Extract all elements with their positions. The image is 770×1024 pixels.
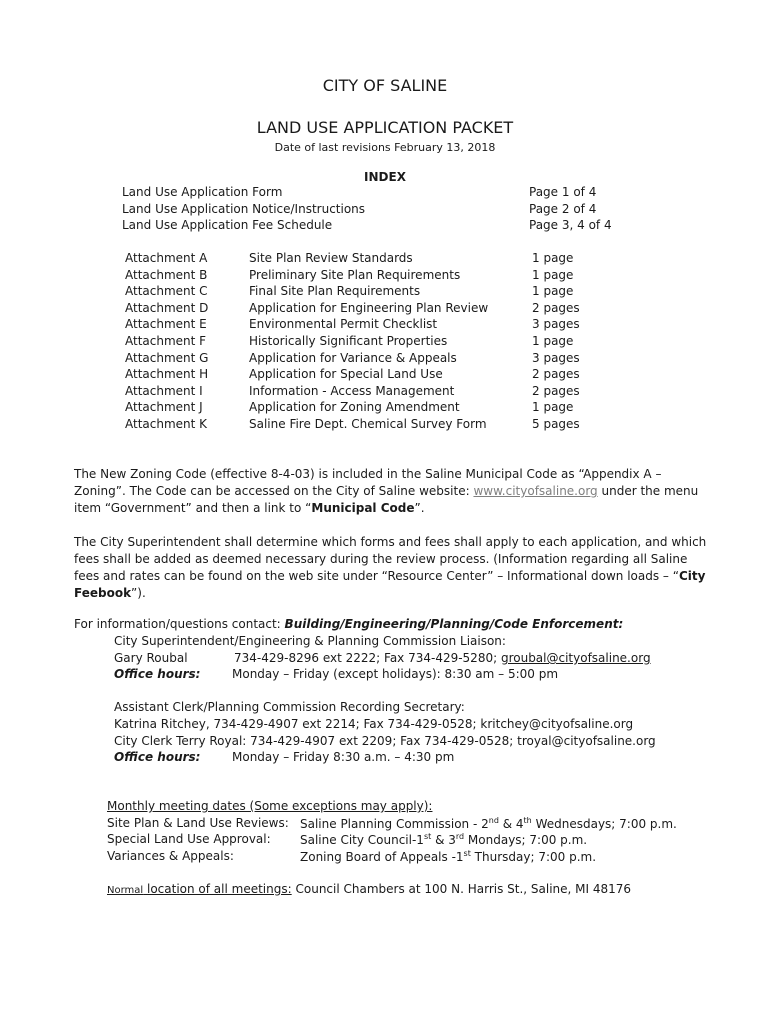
meeting-label: Variances & Appeals:: [107, 849, 234, 863]
revision-date: Date of last revisions February 13, 2018: [274, 141, 496, 154]
city-title: CITY OF SALINE: [322, 76, 448, 95]
attachment-row: [125, 317, 595, 334]
meeting-row: [107, 816, 707, 833]
contact-role-2: Assistant Clerk/Planning Commission Recording Secretary:: [114, 700, 465, 714]
index-item: [122, 185, 622, 202]
contact-intro: [74, 617, 623, 634]
index-item-page: Page 1 of 4: [529, 185, 597, 199]
attachment-title: Information - Access Management: [249, 384, 455, 398]
location-value: Council Chambers at 100 N. Harris St., Saline, MI 48176: [291, 882, 632, 896]
zoning-text: The New Zoning Code (effective 8-4-03) is included in the Saline Municipal Code as “Appendix A – Zoning”. The Code can be accessed on the City of Saline website:: [74, 467, 662, 498]
office-hours-label-2: Office hours:: [114, 750, 201, 764]
attachment-row: [125, 384, 595, 401]
website-link[interactable]: www.cityofsaline.org: [473, 484, 598, 498]
location-normal: Normal: [107, 885, 144, 896]
meeting-value: Saline Planning Commission - 2nd & 4th Wednesdays; 7:00 p.m.: [300, 816, 677, 831]
attachment-id: Attachment J: [125, 400, 203, 414]
department-heading: Building/Engineering/Planning/Code Enforcement:: [284, 617, 624, 631]
index-heading: INDEX: [364, 170, 406, 184]
contact-person-2: Katrina Ritchey, 734-429-4907 ext 2214; Fax 734-429-0528; kritchey@cityofsaline.org: [114, 717, 634, 731]
meeting-label: Site Plan & Land Use Reviews:: [107, 816, 289, 830]
attachment-row: [125, 268, 595, 285]
attachment-id: Attachment B: [125, 268, 208, 282]
location-label: location of all meetings:: [143, 882, 292, 896]
index-item-label: Land Use Application Form: [122, 185, 283, 199]
attachment-pages: 3 pages: [532, 317, 580, 331]
attachment-id: Attachment E: [125, 317, 207, 331]
attachment-id: Attachment D: [125, 301, 209, 315]
contact-person-3: City Clerk Terry Royal: 734-429-4907 ext 2209; Fax 734-429-0528; troyal@cityofsaline.org: [114, 734, 656, 748]
attachment-id: Attachment K: [125, 417, 208, 431]
packet-title: LAND USE APPLICATION PACKET: [256, 118, 514, 137]
attachment-id: Attachment F: [125, 334, 207, 348]
index-item-page: Page 3, 4 of 4: [529, 218, 612, 232]
meetings-heading: Monthly meeting dates (Some exceptions may apply):: [107, 799, 433, 813]
meeting-value: Saline City Council-1st & 3rd Mondays; 7:00 p.m.: [300, 832, 588, 847]
attachment-title: Site Plan Review Standards: [249, 251, 413, 265]
attachment-title: Preliminary Site Plan Requirements: [249, 268, 461, 282]
meeting-value: Zoning Board of Appeals -1st Thursday; 7:00 p.m.: [300, 849, 597, 864]
attachment-title: Application for Engineering Plan Review: [249, 301, 489, 315]
attachment-title: Application for Special Land Use: [249, 367, 443, 381]
attachment-row: [125, 251, 595, 268]
attachment-title: Historically Significant Properties: [249, 334, 448, 348]
meeting-location: [107, 882, 631, 899]
attachment-row: [125, 301, 595, 318]
attachment-row: [125, 400, 595, 417]
attachment-title: Saline Fire Dept. Chemical Survey Form: [249, 417, 487, 431]
meeting-row: [107, 832, 707, 849]
office-hours-2: Monday – Friday 8:30 a.m. – 4:30 pm: [232, 750, 455, 764]
contact-phone-1: 734-429-8296 ext 2222; Fax 734-429-5280;: [234, 651, 501, 665]
attachment-pages: 2 pages: [532, 301, 580, 315]
attachment-id: Attachment C: [125, 284, 208, 298]
attachment-row: [125, 351, 595, 368]
attachment-pages: 5 pages: [532, 417, 580, 431]
fees-paragraph: [74, 534, 714, 602]
fees-text: The City Superintendent shall determine which forms and fees shall apply to each application, and which fees shall be added as deemed necessary during the review process. (Information regarding all Saline fees and rates can be found on the web site under “Resource Center” – Informational down loads – “: [74, 535, 707, 583]
fees-text-end: ”).: [131, 586, 146, 600]
index-item-label: Land Use Application Fee Schedule: [122, 218, 333, 232]
attachment-title: Environmental Permit Checklist: [249, 317, 438, 331]
attachment-row: [125, 367, 595, 384]
municipal-code-ref: Municipal Code: [311, 501, 415, 515]
attachment-pages: 1 page: [532, 284, 574, 298]
attachment-title: Final Site Plan Requirements: [249, 284, 421, 298]
attachment-pages: 1 page: [532, 400, 574, 414]
contact-intro-text: For information/questions contact:: [74, 617, 285, 631]
index-item: [122, 202, 622, 219]
meeting-label: Special Land Use Approval:: [107, 832, 271, 846]
attachment-pages: 1 page: [532, 268, 574, 282]
attachment-title: Application for Zoning Amendment: [249, 400, 460, 414]
meeting-row: [107, 849, 707, 866]
attachment-id: Attachment I: [125, 384, 203, 398]
attachment-pages: 2 pages: [532, 367, 580, 381]
zoning-text-cont: under the menu item “Government” and then a link to “: [74, 484, 699, 515]
attachment-pages: 1 page: [532, 251, 574, 265]
email-link-1[interactable]: groubal@cityofsaline.org: [500, 651, 651, 665]
office-hours-1: Monday – Friday (except holidays): 8:30 am – 5:00 pm: [232, 667, 559, 681]
contact-role-1: City Superintendent/Engineering & Planning Commission Liaison:: [114, 634, 506, 648]
attachment-row: [125, 284, 595, 301]
index-item-page: Page 2 of 4: [529, 202, 597, 216]
contact-details-1: [234, 651, 651, 668]
index-item: [122, 218, 622, 235]
zoning-paragraph: [74, 466, 714, 517]
attachment-row: [125, 417, 595, 434]
attachment-pages: 2 pages: [532, 384, 580, 398]
attachment-title: Application for Variance & Appeals: [249, 351, 457, 365]
attachment-pages: 3 pages: [532, 351, 580, 365]
contact-name-1: Gary Roubal: [114, 651, 188, 665]
attachment-id: Attachment H: [125, 367, 209, 381]
city-feebook-ref: City Feebook: [74, 569, 706, 600]
attachment-id: Attachment A: [125, 251, 208, 265]
attachment-row: [125, 334, 595, 351]
attachment-id: Attachment G: [125, 351, 209, 365]
index-item-label: Land Use Application Notice/Instructions: [122, 202, 366, 216]
office-hours-label-1: Office hours:: [114, 667, 201, 681]
zoning-text-end: ”.: [414, 501, 425, 515]
attachment-pages: 1 page: [532, 334, 574, 348]
